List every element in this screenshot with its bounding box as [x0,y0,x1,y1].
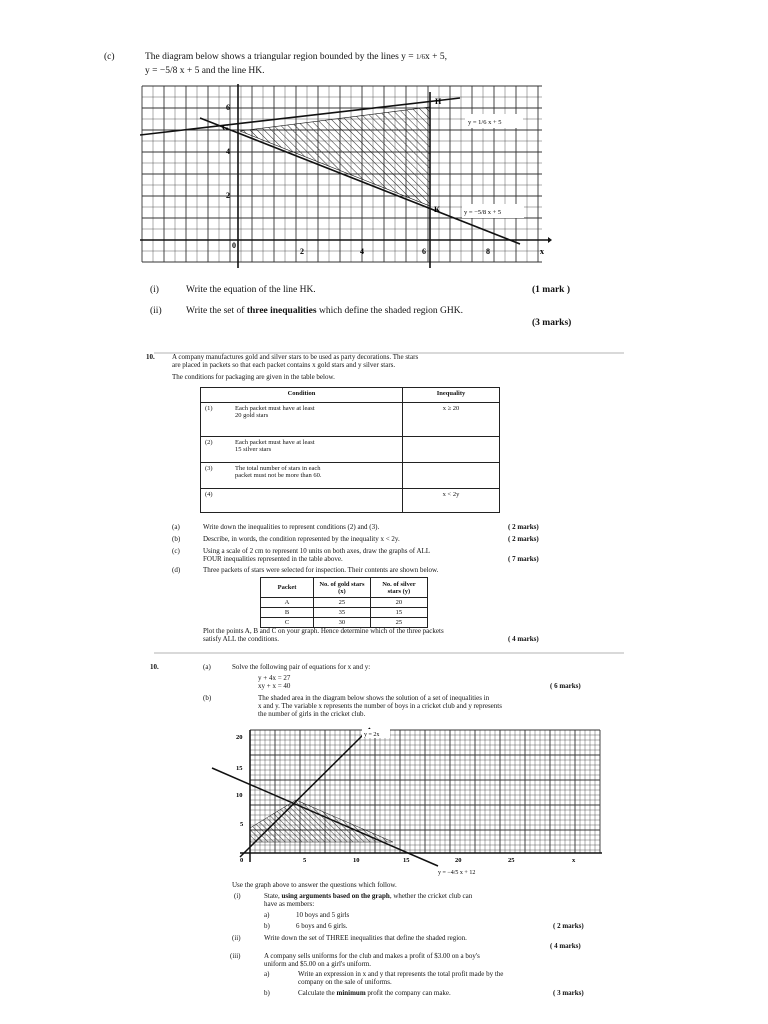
inequality-cell [403,437,500,463]
y-tick-15: 15 [236,765,243,772]
silver-cell: 25 [370,618,427,628]
packet-cell: A [261,598,314,608]
qa-number: (a) [172,523,180,531]
condition-cell [231,489,403,513]
x-axis-label: x [572,857,576,864]
q-i-text-a: State, [264,892,282,900]
qc-line-1: Using a scale of 2 cm to represent 10 units on both axes, draw the graphs of ALL [203,547,431,555]
row-number: (4) [201,489,232,513]
condition-line-2: packet must not be more than 60. [235,472,322,479]
qb-line-3: the number of girls in the cricket club. [258,710,366,718]
condition-line-1: Each packet must have at least [235,405,315,412]
q-iiia-line-1: Write an expression in x and y that represents the total profit made by the [298,970,504,978]
table-row [201,403,500,437]
silver-cell: 15 [370,608,427,618]
shaded-region [250,800,393,842]
q-iii-line-1: A company sells uniforms for the club and makes a profit of $3.00 on a boy's [264,952,480,960]
table-row [261,618,428,628]
y-tick-2: 2 [226,191,230,200]
triangle-graph [140,84,552,268]
q-i-bold: using arguments based on the graph [281,892,390,900]
qb-line-1: The shaded area in the diagram below shows the solution of a set of inequalities in [258,694,490,702]
point-g: G [222,123,229,132]
q-i-number: (i) [150,285,159,295]
qa-marks: ( 2 marks) [508,523,539,531]
q-iiib-text-b: profit the company can make. [365,989,451,997]
question-intro [145,52,447,63]
q-ii-text [186,306,463,317]
q-iiib-bold: minimum [336,989,366,997]
table-row [201,437,500,463]
equation-1: y + 4x = 27 [258,674,291,682]
packet-cell: C [261,618,314,628]
x-tick-2: 2 [300,247,304,256]
table-row [201,489,500,513]
packet-cell: B [261,608,314,618]
x-tick-20: 20 [455,857,462,864]
y-tick-0: 0 [240,857,244,864]
conditions-table [200,387,500,513]
divider-2 [154,652,624,654]
q-i-text: Write the equation of the line HK. [186,285,316,295]
q-ii-text: Write down the set of THREE inequalities that define the shaded region. [264,934,467,942]
q-i-text-b: , whether the cricket club can [389,892,473,900]
y-tick-10: 10 [236,792,243,799]
x-tick-6: 6 [422,247,426,256]
x-tick-25: 25 [508,857,515,864]
qd-after-line-2: satisfy ALL the conditions. [203,635,279,643]
q-ia-number: a) [264,911,270,919]
x-tick-15: 15 [403,857,410,864]
y-tick-6: 6 [226,103,230,112]
table-row [201,463,500,489]
qa-text: Write down the inequalities to represent conditions (2) and (3). [203,523,380,531]
condition-line-2: 20 gold stars [235,412,269,419]
q-ii-marks: (3 marks) [532,318,572,328]
q-iiib-number: b) [264,989,270,997]
q-i-number: (i) [234,892,241,900]
header-condition: Condition [201,388,403,403]
y-tick-0: 0 [232,241,236,250]
qb-line-2: x and y. The variable x represents the number of boys in a cricket club and y represents [258,702,502,710]
intro-text: The diagram below shows a triangular region bounded by the lines y = [145,52,417,62]
inequality-cell: x ≥ 20 [403,403,500,437]
q-ii-marks: ( 4 marks) [550,942,581,950]
cricket-graph [210,722,610,878]
y-tick-20: 20 [236,734,243,741]
header-inequality: Inequality [403,388,500,403]
q-iiib-text-a: Calculate the [298,989,337,997]
qd-marks: ( 4 marks) [508,635,539,643]
shaded-region [240,107,430,206]
q-iiib-text [298,989,451,998]
line1-label: y = 1/6 x + 5 [468,119,502,126]
question-number: 10. [146,353,155,361]
q-iiib-marks: ( 3 marks) [553,989,584,997]
x-axis-arrow [548,237,552,243]
row-number: (2) [201,437,232,463]
condition-cell [231,463,403,489]
qa-text: Solve the following pair of equations for x and y: [232,663,371,671]
inequality-cell: x < 2y [403,489,500,513]
q-ii-text-a: Write the set of [186,306,247,316]
condition-line-2: 15 silver stars [235,446,272,453]
q-ib-number: b) [264,922,270,930]
inequality-cell [403,463,500,489]
gold-header: No. of gold stars (x) [314,578,371,598]
qa-marks: ( 6 marks) [550,682,581,690]
qc-number: (c) [172,547,180,555]
qa-number: (a) [203,663,211,671]
q-ia-text: 10 boys and 5 girls [296,911,350,919]
line2-label: y = −5/8 x + 5 [464,209,502,216]
x-axis-label: x [540,247,544,256]
qb-number: (b) [172,535,181,543]
intro-line-1: A company manufactures gold and silver stars to be used as party decorations. The stars [172,353,419,361]
q-ib-text: 6 boys and 6 girls. [296,922,348,930]
q-ii-number: (ii) [150,306,162,316]
row-number: (1) [201,403,232,437]
use-graph-text: Use the graph above to answer the questions which follow. [232,881,397,889]
condition-line-1: The total number of stars in each [235,465,321,472]
gold-cell: 35 [314,608,371,618]
point-k: K [434,205,441,214]
qb-marks: ( 2 marks) [508,535,539,543]
qd-number: (d) [172,566,181,574]
q-ii-text-b: which define the shaded region GHK. [316,306,464,316]
line-a-label: y = 2x [364,732,380,738]
qc-line-2: FOUR inequalities represented in the table above. [203,555,343,563]
q-iiia-line-2: company on the sale of uniforms. [298,978,392,986]
intro-line-3: The conditions for packaging are given in the table below. [172,373,335,381]
packets-table [260,577,428,628]
silver-cell: 20 [370,598,427,608]
table-row [261,598,428,608]
intro-fraction: 1/6 [416,53,425,61]
condition-cell [231,403,403,437]
qd-text: Three packets of stars were selected for inspection. Their contents are shown below. [203,566,439,574]
table-row [261,608,428,618]
q-iiia-number: a) [264,970,270,978]
question-intro-line2: y = −5/8 x + 5 and the line HK. [145,66,265,76]
qb-number: (b) [203,694,212,702]
q-ii-bold: three inequalities [246,306,317,316]
gold-cell: 30 [314,618,371,628]
qd-after-line-1: Plot the points A, B and C on your graph. Hence determine which of the three packets [203,627,444,635]
qc-marks: ( 7 marks) [508,555,539,563]
q-i-line-2: have as members: [264,900,315,908]
x-tick-10: 10 [353,857,360,864]
intro-text-end: x + 5, [424,52,447,62]
x-tick-4: 4 [360,247,364,256]
x-tick-8: 8 [486,247,490,256]
gold-cell: 25 [314,598,371,608]
q-ii-number: (ii) [232,934,241,942]
silver-header: No. of silver stars (y) [370,578,427,598]
question-number: 10. [150,663,159,671]
equation-2: xy + x = 40 [258,682,291,690]
packet-header: Packet [261,578,314,598]
q-i-marks: (1 mark ) [532,285,570,295]
y-tick-4: 4 [226,147,230,156]
x-tick-5: 5 [303,857,307,864]
q-iii-line-2: uniform and $5.00 on a girl's uniform. [264,960,372,968]
condition-cell [231,437,403,463]
qb-text: Describe, in words, the condition represented by the inequality x < 2y. [203,535,400,543]
q-ib-marks: ( 2 marks) [553,922,584,930]
y-tick-5: 5 [240,821,244,828]
part-label: (c) [104,52,115,62]
q-iii-number: (iii) [230,952,241,960]
condition-line-1: Each packet must have at least [235,439,315,446]
line-b-label: y = −4/5 x + 12 [438,870,476,876]
point-h: H [435,97,442,106]
row-number: (3) [201,463,232,489]
intro-line-2: are placed in packets so that each packet contains x gold stars and y silver stars. [172,361,396,369]
